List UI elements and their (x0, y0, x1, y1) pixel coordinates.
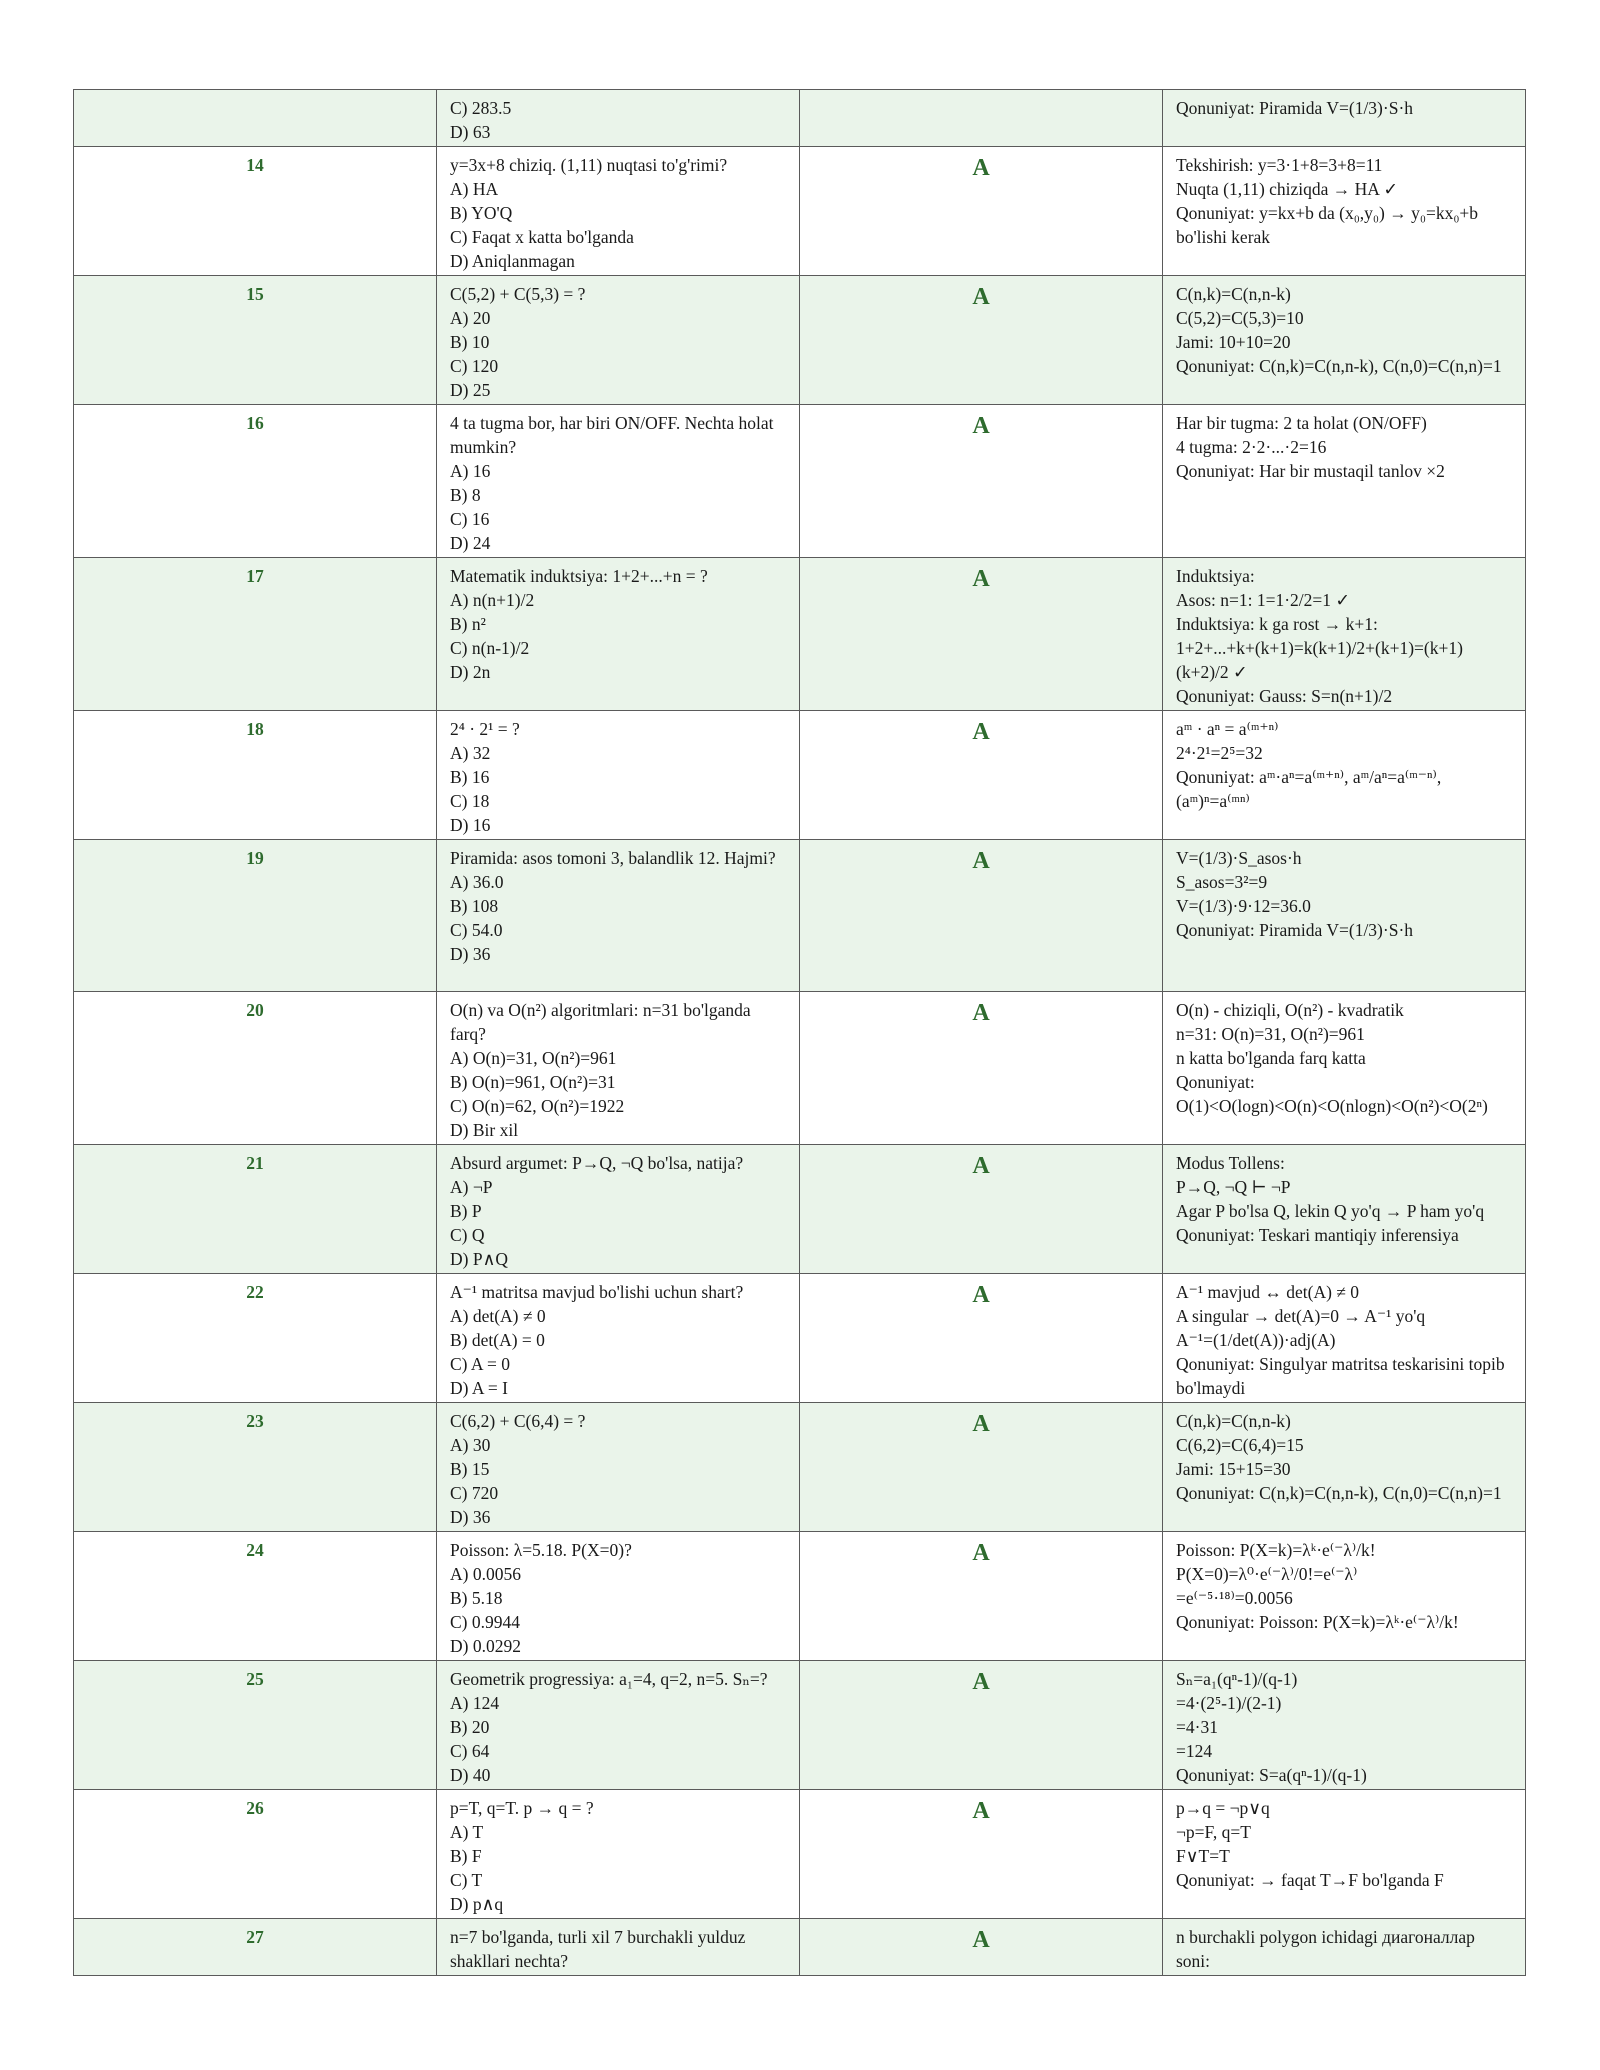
question-option: B) 15 (450, 1459, 490, 1479)
explanation-line: C(6,2)=C(6,4)=15 (1176, 1435, 1304, 1455)
question-text: O(n) va O(n²) algoritmlari: n=31 bo'lganda farq? (450, 1000, 755, 1044)
question-text: n=7 bo'lganda, turli xil 7 burchakli yulduz shakllari nechta? (450, 1927, 750, 1971)
explanation-line: C(5,2)=C(5,3)=10 (1176, 308, 1304, 328)
question-cell (437, 1532, 800, 1661)
explanation-line: Agar P bo'lsa Q, lekin Q yo'q → P ham yo'q (1176, 1201, 1485, 1221)
question-cell (437, 840, 800, 992)
explanation-line: aᵐ · aⁿ = a⁽ᵐ⁺ⁿ⁾ (1176, 719, 1279, 739)
explanation-cell (1163, 1790, 1526, 1919)
question-cell (437, 276, 800, 405)
question-option: B) O(n)=961, O(n²)=31 (450, 1072, 616, 1092)
explanation-line: Qonuniyat: Gauss: S=n(n+1)/2 (1176, 686, 1393, 706)
explanation-line: P(X=0)=λ⁰·e⁽⁻λ⁾/0!=e⁽⁻λ⁾ (1176, 1564, 1358, 1584)
question-option: A) 124 (450, 1693, 500, 1713)
explanation-line: Induktsiya: k ga rost → k+1: (1176, 614, 1378, 634)
table-row (74, 1790, 1526, 1919)
question-option: C) n(n-1)/2 (450, 638, 530, 658)
explanation-line: Modus Tollens: (1176, 1153, 1285, 1173)
table-row (74, 1532, 1526, 1661)
explanation-line: A⁻¹=(1/det(A))·adj(A) (1176, 1330, 1336, 1350)
question-option: A) n(n+1)/2 (450, 590, 535, 610)
explanation-line: Qonuniyat: C(n,k)=C(n,n-k), C(n,0)=C(n,n)=1 (1176, 356, 1502, 376)
table-row (74, 147, 1526, 276)
answer-cell: A (800, 558, 1163, 711)
table-row (74, 1919, 1526, 1976)
question-cell (437, 558, 800, 711)
explanation-line: Qonuniyat: Piramida V=(1/3)·S·h (1176, 920, 1414, 940)
table-row (74, 711, 1526, 840)
explanation-line: A singular → det(A)=0 → A⁻¹ yo'q (1176, 1306, 1426, 1326)
explanation-cell (1163, 1919, 1526, 1976)
question-option: C) 64 (450, 1741, 490, 1761)
question-option: B) n² (450, 614, 486, 634)
explanation-cell (1163, 405, 1526, 558)
answer-cell: A (800, 276, 1163, 405)
question-cell (437, 1661, 800, 1790)
question-number: 26 (74, 1790, 437, 1919)
explanation-line: Qonuniyat: aᵐ·aⁿ=a⁽ᵐ⁺ⁿ⁾, aᵐ/aⁿ=a⁽ᵐ⁻ⁿ⁾, (aᵐ)ⁿ=a⁽ᵐⁿ⁾ (1176, 767, 1446, 811)
question-number (74, 90, 437, 147)
answer-cell (800, 90, 1163, 147)
explanation-line: Nuqta (1,11) chiziqda → HA ✓ (1176, 179, 1399, 199)
explanation-line: V=(1/3)·9·12=36.0 (1176, 896, 1311, 916)
question-option: C) Faqat x katta bo'lganda (450, 227, 634, 247)
question-cell (437, 405, 800, 558)
question-option: C) 18 (450, 791, 490, 811)
explanation-line: =124 (1176, 1741, 1213, 1761)
explanation-cell (1163, 1532, 1526, 1661)
answer-cell: A (800, 1145, 1163, 1274)
table-row (74, 558, 1526, 711)
explanation-line: Qonuniyat: y=kx+b da (x₀,y₀) → y₀=kx₀+b bo'lishi kerak (1176, 203, 1483, 247)
question-number: 24 (74, 1532, 437, 1661)
question-option: B) 10 (450, 332, 490, 352)
answer-cell: A (800, 711, 1163, 840)
question-cell (437, 1145, 800, 1274)
explanation-line: Har bir tugma: 2 ta holat (ON/OFF) (1176, 413, 1427, 433)
explanation-line: ¬p=F, q=T (1176, 1822, 1251, 1842)
question-option: D) P∧Q (450, 1249, 509, 1269)
explanation-cell (1163, 276, 1526, 405)
question-option: A) O(n)=31, O(n²)=961 (450, 1048, 617, 1068)
question-option: A) T (450, 1822, 484, 1842)
answer-cell: A (800, 1919, 1163, 1976)
question-table (73, 89, 1526, 1976)
explanation-line: Poisson: P(X=k)=λᵏ·e⁽⁻λ⁾/k! (1176, 1540, 1376, 1560)
explanation-line: Qonuniyat: S=a(qⁿ-1)/(q-1) (1176, 1765, 1367, 1785)
question-option: B) YO'Q (450, 203, 513, 223)
question-cell (437, 90, 800, 147)
explanation-line: C(n,k)=C(n,n-k) (1176, 284, 1291, 304)
table-row (74, 1661, 1526, 1790)
explanation-line: P→Q, ¬Q ⊢ ¬P (1176, 1177, 1291, 1197)
answer-cell: A (800, 405, 1163, 558)
explanation-line: Induktsiya: (1176, 566, 1255, 586)
question-cell (437, 1919, 800, 1976)
question-option: B) 16 (450, 767, 490, 787)
answer-cell: A (800, 840, 1163, 992)
question-option: A) 30 (450, 1435, 491, 1455)
table-row (74, 90, 1526, 147)
question-option: D) 36 (450, 1507, 491, 1527)
question-number: 21 (74, 1145, 437, 1274)
table-row (74, 405, 1526, 558)
question-option: A) 20 (450, 308, 491, 328)
question-option: A) 0.0056 (450, 1564, 521, 1584)
question-text: y=3x+8 chiziq. (1,11) nuqtasi to'g'rimi? (450, 155, 728, 175)
explanation-line: V=(1/3)·S_asos·h (1176, 848, 1302, 868)
answer-cell: A (800, 1532, 1163, 1661)
question-option: B) 8 (450, 485, 481, 505)
question-text: Matematik induktsiya: 1+2+...+n = ? (450, 566, 708, 586)
table-row (74, 1403, 1526, 1532)
question-text: A⁻¹ matritsa mavjud bo'lishi uchun shart? (450, 1282, 744, 1302)
explanation-line: Sₙ=a₁(qⁿ-1)/(q-1) (1176, 1669, 1298, 1689)
question-text: Poisson: λ=5.18. P(X=0)? (450, 1540, 632, 1560)
question-text: 4 ta tugma bor, har biri ON/OFF. Nechta holat mumkin? (450, 413, 778, 457)
question-cell (437, 992, 800, 1145)
explanation-line: S_asos=3²=9 (1176, 872, 1268, 892)
explanation-line: Qonuniyat: Har bir mustaqil tanlov ×2 (1176, 461, 1445, 481)
answer-cell: A (800, 147, 1163, 276)
answer-cell: A (800, 1403, 1163, 1532)
question-option: D) p∧q (450, 1894, 504, 1914)
explanation-cell (1163, 1403, 1526, 1532)
question-number: 22 (74, 1274, 437, 1403)
explanation-cell (1163, 1274, 1526, 1403)
question-option: D) 2n (450, 662, 491, 682)
explanation-line: Qonuniyat: Poisson: P(X=k)=λᵏ·e⁽⁻λ⁾/k! (1176, 1612, 1459, 1632)
explanation-cell (1163, 147, 1526, 276)
question-cell (437, 1403, 800, 1532)
question-option: C) A = 0 (450, 1354, 510, 1374)
question-option: C) T (450, 1870, 483, 1890)
question-option: A) HA (450, 179, 499, 199)
explanation-cell (1163, 1661, 1526, 1790)
explanation-cell (1163, 558, 1526, 711)
question-number: 19 (74, 840, 437, 992)
explanation-line: n katta bo'lganda farq katta (1176, 1048, 1366, 1068)
explanation-line: Qonuniyat: Piramida V=(1/3)·S·h (1176, 98, 1414, 118)
question-cell (437, 1790, 800, 1919)
question-option: C) 0.9944 (450, 1612, 520, 1632)
explanation-line: Asos: n=1: 1=1·2/2=1 ✓ (1176, 590, 1351, 610)
question-number: 14 (74, 147, 437, 276)
explanation-line: n=31: O(n)=31, O(n²)=961 (1176, 1024, 1365, 1044)
explanation-cell (1163, 992, 1526, 1145)
explanation-cell (1163, 840, 1526, 992)
question-option: D) Bir xil (450, 1120, 519, 1140)
question-option: C) 16 (450, 509, 490, 529)
question-option: D) 16 (450, 815, 491, 835)
question-option: A) 16 (450, 461, 491, 481)
explanation-line: Qonuniyat: → faqat T→F bo'lganda F (1176, 1870, 1444, 1890)
explanation-line: p→q = ¬p∨q (1176, 1798, 1270, 1818)
question-option: A) det(A) ≠ 0 (450, 1306, 546, 1326)
question-number: 25 (74, 1661, 437, 1790)
table-row (74, 1145, 1526, 1274)
question-option: D) 0.0292 (450, 1636, 521, 1656)
question-text: 2⁴ · 2¹ = ? (450, 719, 520, 739)
question-option: A) ¬P (450, 1177, 493, 1197)
question-number: 17 (74, 558, 437, 711)
table-row (74, 1274, 1526, 1403)
answer-cell: A (800, 1661, 1163, 1790)
question-option: B) 20 (450, 1717, 490, 1737)
question-option: D) Aniqlanmagan (450, 251, 575, 271)
question-option: C) 54.0 (450, 920, 503, 940)
question-cell (437, 711, 800, 840)
question-option: C) O(n)=62, O(n²)=1922 (450, 1096, 625, 1116)
explanation-line: Qonuniyat: Teskari mantiqiy inferensiya (1176, 1225, 1459, 1245)
explanation-line: 2⁴·2¹=2⁵=32 (1176, 743, 1263, 763)
question-number: 20 (74, 992, 437, 1145)
answer-cell: A (800, 1274, 1163, 1403)
question-text: Absurd argumet: P→Q, ¬Q bo'lsa, natija? (450, 1153, 744, 1173)
explanation-line: =e⁽⁻⁵·¹⁸⁾=0.0056 (1176, 1588, 1293, 1608)
question-option: B) 108 (450, 896, 499, 916)
question-option: C) 120 (450, 356, 499, 376)
question-option: C) Q (450, 1225, 485, 1245)
table-row (74, 840, 1526, 992)
table-row (74, 276, 1526, 405)
explanation-line: O(n) - chiziqli, O(n²) - kvadratik (1176, 1000, 1404, 1020)
question-option: B) 5.18 (450, 1588, 503, 1608)
explanation-line: Qonuniyat: (1176, 1072, 1255, 1092)
explanation-cell (1163, 1145, 1526, 1274)
question-text: Geometrik progressiya: a₁=4, q=2, n=5. Sₙ=? (450, 1669, 768, 1689)
table-row (74, 992, 1526, 1145)
question-option: C) 720 (450, 1483, 499, 1503)
question-option: D) 36 (450, 944, 491, 964)
explanation-line: Jami: 15+15=30 (1176, 1459, 1291, 1479)
explanation-cell (1163, 711, 1526, 840)
question-text: p=T, q=T. p → q = ? (450, 1798, 594, 1818)
explanation-line: C(n,k)=C(n,n-k) (1176, 1411, 1291, 1431)
question-option: D) 63 (450, 122, 491, 142)
explanation-line: 1+2+...+k+(k+1)=k(k+1)/2+(k+1)=(k+1)(k+2)/2 ✓ (1176, 638, 1463, 682)
answer-cell: A (800, 992, 1163, 1145)
question-number: 15 (74, 276, 437, 405)
explanation-line: Qonuniyat: Singulyar matritsa teskarisini topib bo'lmaydi (1176, 1354, 1509, 1398)
question-text: C(6,2) + C(6,4) = ? (450, 1411, 586, 1431)
question-option: B) P (450, 1201, 482, 1221)
explanation-line: Tekshirish: y=3·1+8=3+8=11 (1176, 155, 1383, 175)
question-option: A) 36.0 (450, 872, 504, 892)
question-option: B) F (450, 1846, 482, 1866)
question-number: 18 (74, 711, 437, 840)
question-option: D) 25 (450, 380, 491, 400)
explanation-line: =4·31 (1176, 1717, 1218, 1737)
question-cell (437, 1274, 800, 1403)
question-number: 27 (74, 1919, 437, 1976)
question-option: D) 40 (450, 1765, 491, 1785)
explanation-cell (1163, 90, 1526, 147)
explanation-line: Qonuniyat: C(n,k)=C(n,n-k), C(n,0)=C(n,n)=1 (1176, 1483, 1502, 1503)
explanation-line: Jami: 10+10=20 (1176, 332, 1291, 352)
question-number: 16 (74, 405, 437, 558)
question-text: Piramida: asos tomoni 3, balandlik 12. Hajmi? (450, 848, 776, 868)
explanation-line: 4 tugma: 2·2·...·2=16 (1176, 437, 1327, 457)
explanation-line: A⁻¹ mavjud ↔ det(A) ≠ 0 (1176, 1282, 1360, 1302)
question-option: D) A = I (450, 1378, 508, 1398)
explanation-line: n burchakli polygon ichidagi диагоналлар soni: (1176, 1927, 1480, 1971)
question-option: B) det(A) = 0 (450, 1330, 545, 1350)
question-text: C(5,2) + C(5,3) = ? (450, 284, 586, 304)
question-number: 23 (74, 1403, 437, 1532)
explanation-line: =4·(2⁵-1)/(2-1) (1176, 1693, 1282, 1713)
question-text: C) 283.5 (450, 98, 512, 118)
explanation-line: O(1)<O(logn)<O(n)<O(nlogn)<O(n²)<O(2ⁿ) (1176, 1096, 1488, 1116)
question-table-body (74, 90, 1526, 1976)
explanation-line: F∨T=T (1176, 1846, 1230, 1866)
question-cell (437, 147, 800, 276)
question-option: A) 32 (450, 743, 491, 763)
question-option: D) 24 (450, 533, 491, 553)
answer-cell: A (800, 1790, 1163, 1919)
